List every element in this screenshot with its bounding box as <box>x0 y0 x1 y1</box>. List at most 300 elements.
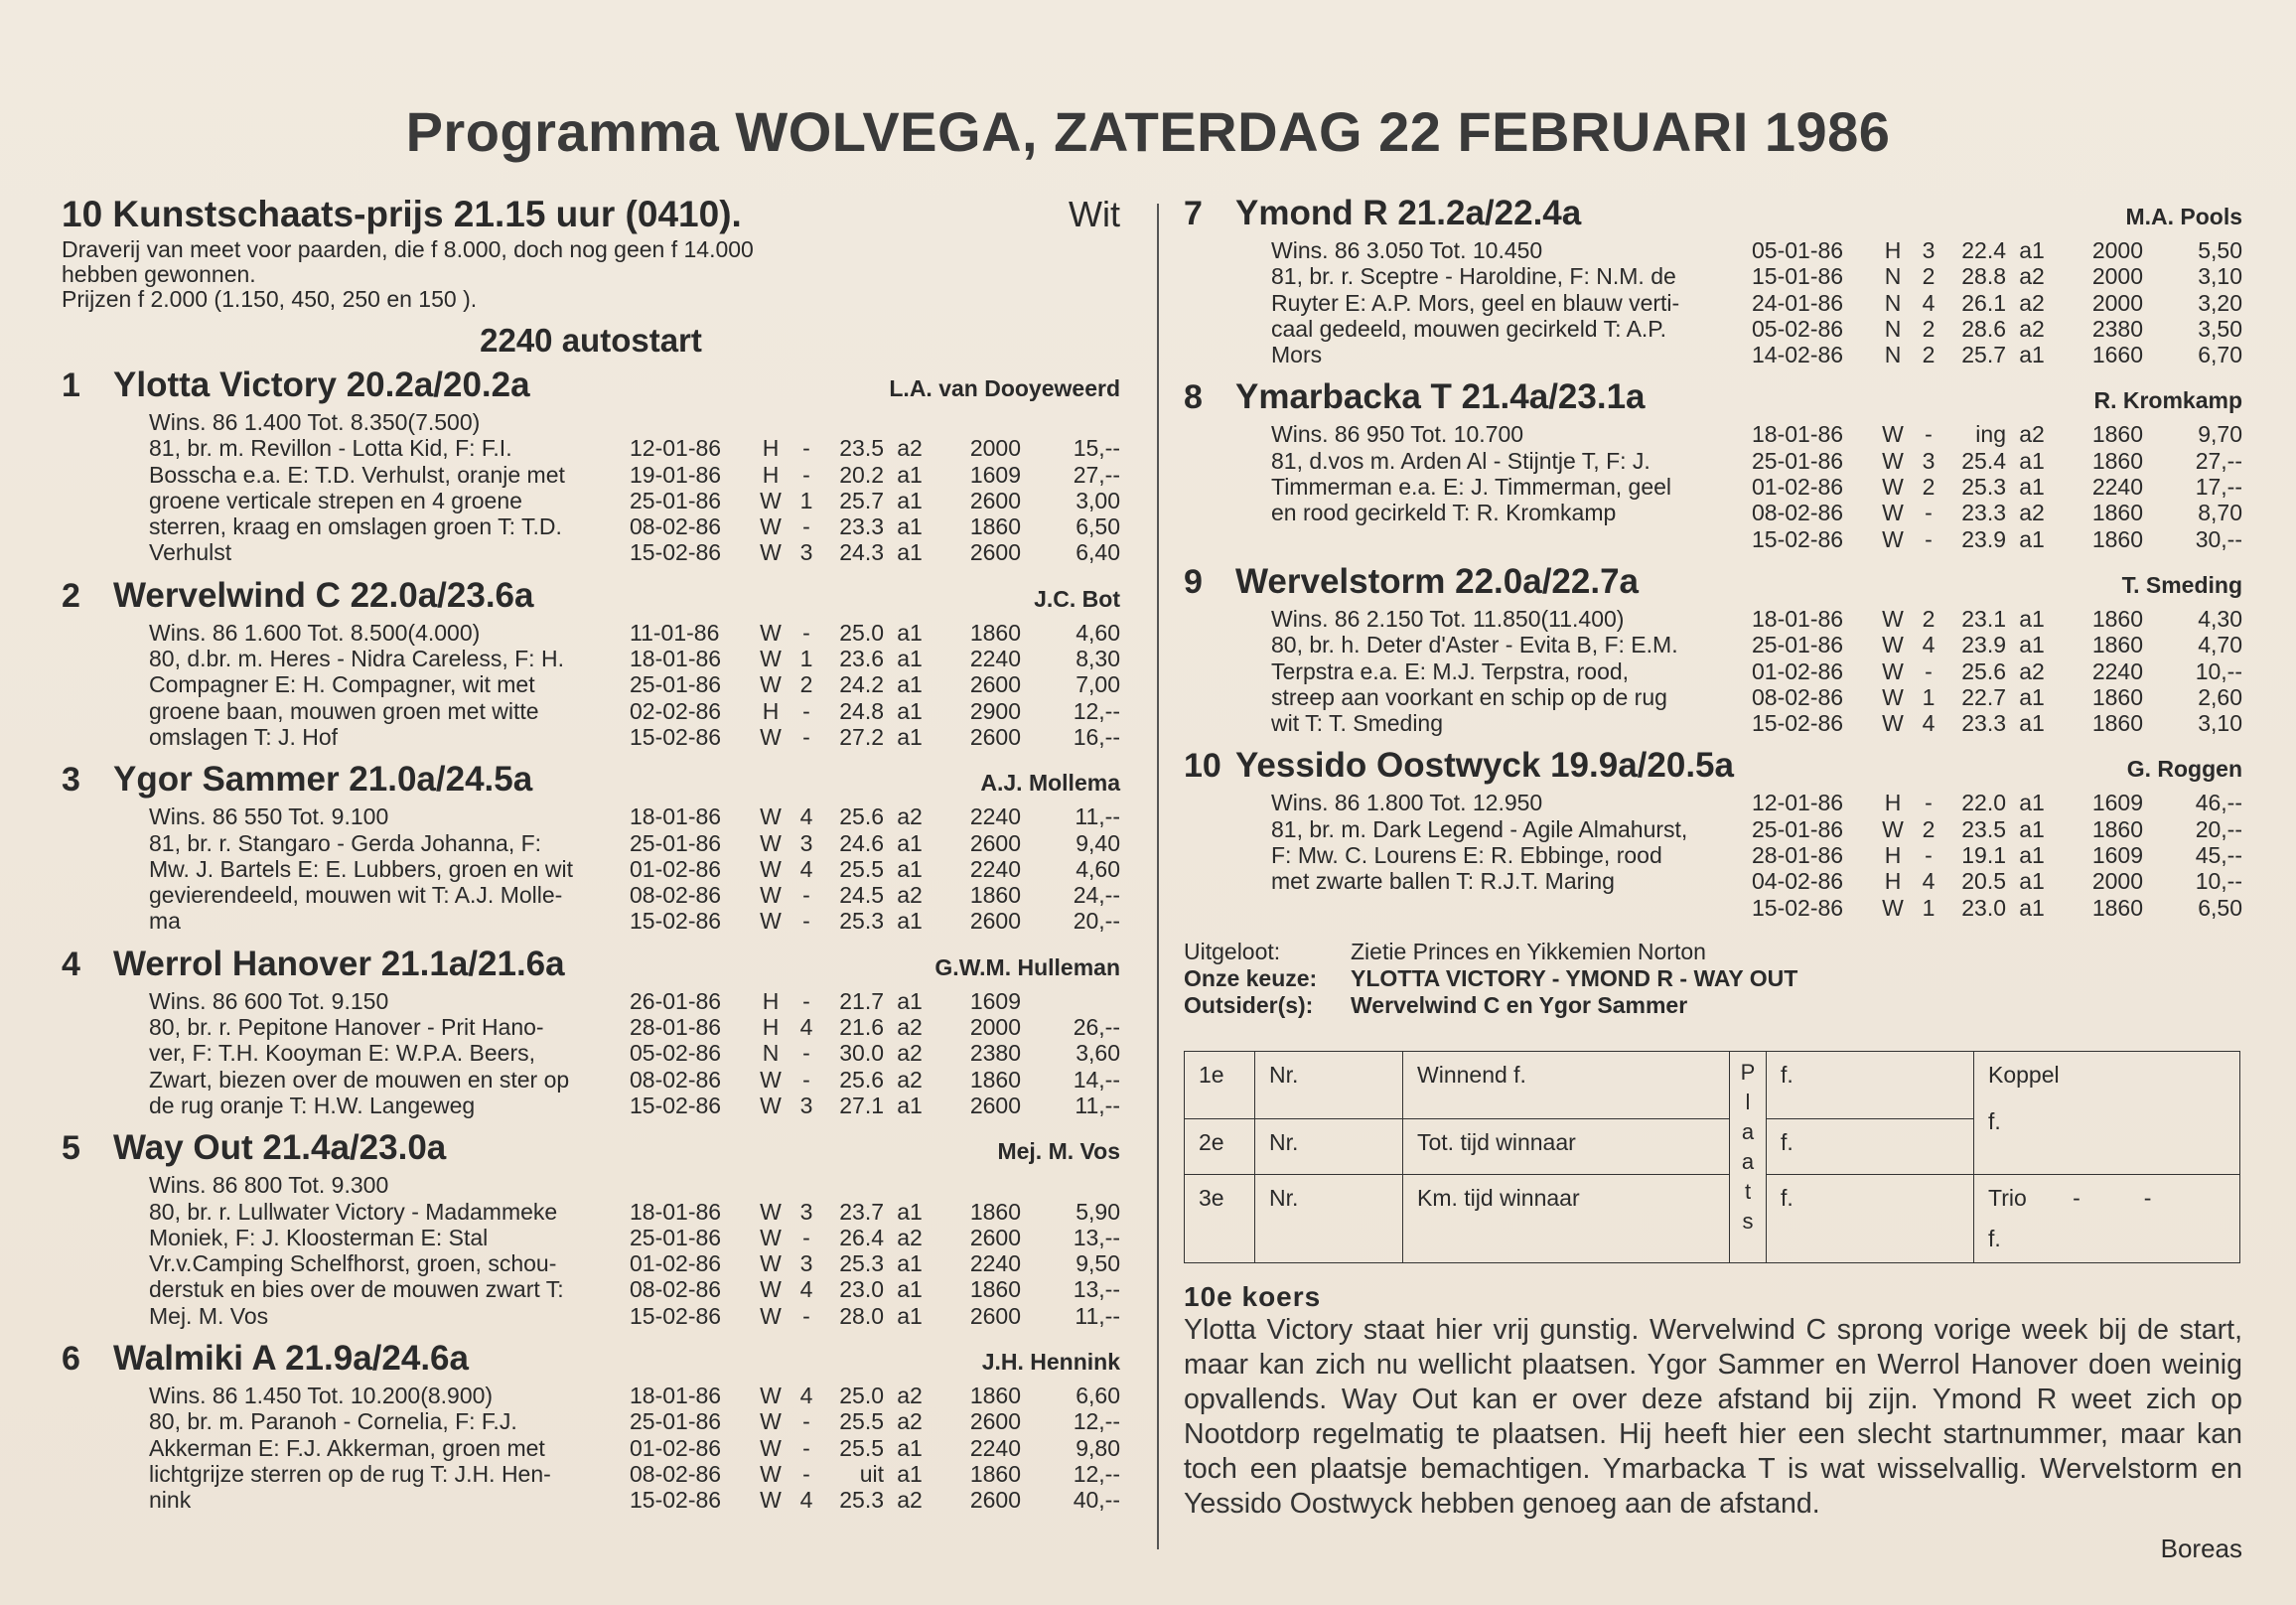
result-time: 25.7 <box>839 487 884 513</box>
result-track: H <box>762 697 780 724</box>
description-line: groene verticale strepen en 4 groene <box>149 487 522 513</box>
result-odds: 3,60 <box>1076 1040 1120 1067</box>
result-distance: 2240 <box>969 1250 1021 1277</box>
result-start: a2 <box>2019 289 2045 316</box>
result-track: W <box>760 1224 782 1250</box>
horse-number: 6 <box>62 1340 80 1379</box>
result-time: 25.6 <box>1961 657 2006 684</box>
result-place: 4 <box>799 1383 813 1409</box>
result-distance: 2600 <box>969 1408 1021 1435</box>
result-odds: 27,-- <box>2195 447 2242 474</box>
result-place: - <box>1925 657 1933 684</box>
result-row <box>630 1014 1120 1040</box>
horse-trainer: Mej. M. Vos <box>997 1138 1120 1165</box>
result-start: a1 <box>897 646 923 672</box>
horse-trainer: R. Kromkamp <box>2093 387 2242 414</box>
result-date: 18-01-86 <box>630 803 722 830</box>
result-track: W <box>1882 632 1904 658</box>
result-odds: 15,-- <box>1073 435 1120 462</box>
result-track: W <box>760 855 782 882</box>
result-place: 4 <box>1922 632 1936 658</box>
horse-description <box>149 409 630 566</box>
result-row <box>1752 500 2242 525</box>
result-time: 23.6 <box>839 646 884 672</box>
result-row <box>630 988 1120 1014</box>
result-track: W <box>1882 683 1904 710</box>
result-date: 25-01-86 <box>1752 815 1844 842</box>
description-line: 81, br. m. Revillon - Lotta Kid, F: F.I. <box>149 435 512 462</box>
description-line: Wins. 86 1.400 Tot. 8.350(7.500) <box>149 409 481 435</box>
result-distance <box>935 1172 1021 1198</box>
result-row <box>630 462 1120 488</box>
description-line: Terpstra e.a. E: M.J. Terpstra, rood, <box>1271 657 1630 684</box>
result-time: 23.9 <box>1961 525 2006 552</box>
result-place: 2 <box>1922 342 1936 368</box>
result-odds <box>1021 988 1120 1014</box>
result-start: a1 <box>2019 710 2045 737</box>
result-odds: 14,-- <box>1073 1066 1120 1093</box>
result-row <box>1752 290 2242 316</box>
result-date: 08-02-86 <box>630 1066 722 1093</box>
result-date: 18-01-86 <box>630 1198 722 1225</box>
description-line: 81, d.vos m. Arden Al - Stijntje T, F: J. <box>1271 447 1650 474</box>
result-track: W <box>760 1198 782 1225</box>
result-row <box>1752 526 2242 552</box>
result-row <box>630 724 1120 750</box>
description-line: Wins. 86 800 Tot. 9.300 <box>149 1172 389 1199</box>
result-date: 12-01-86 <box>630 435 722 462</box>
horse-entry <box>62 365 1120 566</box>
plaats-label: P l a a t s <box>1730 1051 1767 1262</box>
result-place: 2 <box>1922 605 1936 632</box>
column-divider <box>1157 204 1159 1549</box>
result-distance: 2000 <box>969 435 1021 462</box>
result-row <box>1752 448 2242 474</box>
result-start: a1 <box>2019 790 2045 816</box>
result-distance: 2600 <box>969 1224 1021 1250</box>
result-date: 01-02-86 <box>630 1250 722 1277</box>
description-line: Wins. 86 3.050 Tot. 10.450 <box>1271 237 1543 263</box>
outsider-label: Outsider(s): <box>1184 991 1314 1018</box>
horse-name: Ylotta Victory 20.2a/20.2a <box>113 365 530 404</box>
result-time: 23.3 <box>1961 500 2006 526</box>
plaats-f-2: f. <box>1767 1118 1974 1174</box>
result-row <box>630 671 1120 697</box>
koers-text: Ylotta Victory staat hier vrij gunstig. Wervelwind C sprong vorige week bij de start, maar kan zich nu wellicht plaatsen. Ygor Sammer en Werrol Hanover doen weinig opvallends. Way Out kan er over deze afstand bij zijn. Ymond R weet zich op Nootdorp regelmatig te plaatsen. Hij heeft hier een slecht startnummer, maar kan toch een plaatsje bemachtigen. Ymarbacka T is wat wisselvallig. Wervelstorm en Yessido Oostwyck hebben genoeg aan de afstand. <box>1184 1313 2242 1520</box>
result-place <box>789 409 824 435</box>
result-row <box>630 488 1120 513</box>
result-place: - <box>1925 500 1933 526</box>
result-row <box>630 1225 1120 1250</box>
horse-description <box>1271 790 1752 920</box>
result-row <box>1752 421 2242 447</box>
result-track: W <box>760 487 782 513</box>
result-odds: 11,-- <box>1075 1302 1120 1329</box>
result-time: 22.7 <box>1961 683 2006 710</box>
place-2: 2e <box>1185 1118 1255 1174</box>
result-time: uit <box>859 1460 884 1487</box>
result-row <box>1752 684 2242 710</box>
results-table <box>630 1172 1120 1329</box>
result-start: a1 <box>2019 815 2045 842</box>
result-distance: 2600 <box>969 723 1021 750</box>
result-start: a1 <box>2019 342 2045 368</box>
km-tijd-label: Km. tijd winnaar <box>1403 1174 1730 1262</box>
result-distance: 1860 <box>969 1066 1021 1093</box>
result-start: a2 <box>2019 500 2045 526</box>
result-row <box>1752 658 2242 684</box>
result-place: 4 <box>1922 710 1936 737</box>
result-row <box>1752 342 2242 367</box>
horse-header <box>62 1128 1120 1172</box>
result-odds: 10,-- <box>2195 868 2242 895</box>
horse-entry <box>62 576 1120 750</box>
result-place: - <box>802 1460 810 1487</box>
description-line: 80, br. h. Deter d'Aster - Evita B, F: E.M. <box>1271 632 1678 658</box>
horse-entry <box>62 945 1120 1118</box>
result-place: 4 <box>799 1276 813 1303</box>
horse-description <box>149 988 630 1118</box>
result-odds: 13,-- <box>1073 1224 1120 1250</box>
result-place: - <box>802 882 810 909</box>
result-distance: 2240 <box>2091 474 2143 501</box>
result-track: W <box>1882 525 1904 552</box>
place-3: 3e <box>1185 1174 1255 1262</box>
result-start: a2 <box>897 1040 923 1067</box>
result-odds <box>1021 1172 1120 1198</box>
result-distance: 1609 <box>969 461 1021 488</box>
result-start: a1 <box>897 1434 923 1461</box>
description-line: Vr.v.Camping Schelfhorst, groen, schou- <box>149 1250 557 1277</box>
result-distance: 1860 <box>2091 632 2143 658</box>
result-odds: 3,10 <box>2198 710 2242 737</box>
result-date <box>630 1172 753 1198</box>
description-line: Wins. 86 1.800 Tot. 12.950 <box>1271 790 1543 816</box>
result-place: - <box>802 1408 810 1435</box>
result-odds: 3,20 <box>2198 289 2242 316</box>
result-row <box>1752 790 2242 815</box>
description-line: en rood gecirkeld T: R. Kromkamp <box>1271 500 1617 526</box>
result-place: - <box>802 1224 810 1250</box>
result-place: 2 <box>1922 815 1936 842</box>
result-start: a1 <box>897 855 923 882</box>
result-place: 3 <box>799 1250 813 1277</box>
result-track: W <box>760 1408 782 1435</box>
trio-label: Trio <box>1988 1184 2027 1211</box>
horse-header <box>1184 194 2242 237</box>
result-date: 28-01-86 <box>630 1014 722 1041</box>
condition-line: Prijzen f 2.000 (1.150, 450, 250 en 150 ). <box>62 286 478 312</box>
result-row <box>630 1461 1120 1487</box>
result-track <box>753 409 789 435</box>
result-distance: 1609 <box>2091 842 2143 869</box>
result-odds: 9,80 <box>1076 1434 1120 1461</box>
description-line: 80, br. r. Lullwater Victory - Madammeke <box>149 1198 558 1225</box>
result-track: H <box>1884 868 1902 895</box>
result-date: 28-01-86 <box>1752 842 1844 869</box>
result-date <box>630 409 753 435</box>
result-date: 01-02-86 <box>1752 474 1844 501</box>
description-line: caal gedeeld, mouwen gecirkeld T: A.P. <box>1271 315 1667 342</box>
result-track: W <box>760 882 782 909</box>
result-date: 05-02-86 <box>630 1040 722 1067</box>
result-track: W <box>1882 815 1904 842</box>
description-line: derstuk en bies over de mouwen zwart T: <box>149 1276 564 1303</box>
horse-description <box>1271 421 1752 551</box>
race-conditions <box>62 237 1120 312</box>
result-odds: 3,00 <box>1076 487 1120 513</box>
result-place: - <box>802 461 810 488</box>
result-distance: 2600 <box>969 908 1021 935</box>
result-row <box>630 1172 1120 1198</box>
horse-description <box>1271 606 1752 736</box>
result-distance: 1860 <box>969 513 1021 540</box>
result-row <box>1752 895 2242 921</box>
horse-trainer: T. Smeding <box>2121 571 2242 598</box>
result-date: 15-02-86 <box>630 1487 722 1514</box>
result-row <box>630 908 1120 934</box>
race-header <box>62 194 1120 237</box>
result-track: W <box>760 513 782 540</box>
horse-body <box>1271 790 2242 920</box>
horse-trainer: L.A. van Dooyeweerd <box>889 375 1120 401</box>
horse-body <box>149 803 1120 934</box>
result-row <box>1752 710 2242 736</box>
result-odds: 4,30 <box>2198 605 2242 632</box>
result-date: 08-02-86 <box>630 882 722 909</box>
result-place: 2 <box>1922 315 1936 342</box>
result-place: - <box>802 513 810 540</box>
result-start: a1 <box>2019 237 2045 263</box>
result-distance: 1860 <box>2091 605 2143 632</box>
description-line: Wins. 86 600 Tot. 9.150 <box>149 987 389 1014</box>
result-place: - <box>802 987 810 1014</box>
horse-number: 10 <box>1184 747 1221 786</box>
result-date: 02-02-86 <box>630 697 722 724</box>
results-table <box>1752 790 2242 920</box>
result-date: 25-01-86 <box>630 487 722 513</box>
plaats-f-1: f. <box>1767 1051 1974 1118</box>
result-track: H <box>1884 842 1902 869</box>
result-date: 25-01-86 <box>630 1224 722 1250</box>
result-date: 25-01-86 <box>1752 447 1844 474</box>
result-start: a2 <box>897 882 923 909</box>
result-track: W <box>760 671 782 698</box>
description-line: streep aan voorkant en schip op de rug <box>1271 683 1667 710</box>
result-odds: 2,60 <box>2198 683 2242 710</box>
result-start: a1 <box>897 697 923 724</box>
description-line: de rug oranje T: H.W. Langeweg <box>149 1092 476 1118</box>
result-date: 25-01-86 <box>630 671 722 698</box>
description-line: Akkerman E: F.J. Akkerman, groen met <box>149 1434 545 1461</box>
uitgeloot-value: Zietie Princes en Yikkemien Norton <box>1351 938 1706 964</box>
result-track: W <box>760 829 782 856</box>
horse-body <box>1271 606 2242 736</box>
result-distance: 2600 <box>969 829 1021 856</box>
result-row <box>630 1383 1120 1408</box>
result-date: 15-02-86 <box>1752 894 1844 921</box>
horse-entry <box>1184 377 2242 551</box>
result-place: - <box>802 1434 810 1461</box>
result-date: 15-02-86 <box>630 908 722 935</box>
result-odds: 4,70 <box>2198 632 2242 658</box>
result-row <box>1752 263 2242 289</box>
condition-line: Draverij van meet voor paarden, die f 8.000, doch nog geen f 14.000 <box>62 236 754 262</box>
result-distance: 2240 <box>969 855 1021 882</box>
result-date: 15-01-86 <box>1752 263 1844 290</box>
result-row <box>630 882 1120 908</box>
result-track: W <box>760 1383 782 1409</box>
results-table <box>1752 606 2242 736</box>
result-place: - <box>802 723 810 750</box>
result-track: W <box>760 539 782 566</box>
horse-header <box>62 760 1120 803</box>
result-place: - <box>1925 421 1933 448</box>
result-start: a1 <box>897 1198 923 1225</box>
horse-header <box>1184 562 2242 606</box>
keuze-value: YLOTTA VICTORY - YMOND R - WAY OUT <box>1351 964 1798 991</box>
result-time: 23.0 <box>839 1276 884 1303</box>
result-odds <box>1021 409 1120 435</box>
nr-label: Nr. <box>1255 1051 1403 1118</box>
result-distance: 2000 <box>969 1014 1021 1041</box>
result-time: 20.2 <box>839 461 884 488</box>
result-date: 11-01-86 <box>630 619 720 646</box>
result-place: - <box>802 619 810 646</box>
description-line: Wins. 86 550 Tot. 9.100 <box>149 803 389 830</box>
result-time: 25.6 <box>839 803 884 830</box>
race-title: 10 Kunstschaats-prijs 21.15 uur (0410). <box>62 194 742 234</box>
result-odds: 5,50 <box>2198 237 2242 263</box>
result-time: 25.0 <box>839 619 884 646</box>
horse-name: Wervelstorm 22.0a/22.7a <box>1235 561 1640 601</box>
result-odds: 27,-- <box>1073 461 1120 488</box>
results-table <box>630 988 1120 1118</box>
result-track: H <box>1884 237 1902 263</box>
description-line: 80, br. r. Pepitone Hanover - Prit Hano- <box>149 1014 544 1041</box>
result-place: 4 <box>1922 868 1936 895</box>
result-start: a1 <box>2019 447 2045 474</box>
result-date: 25-01-86 <box>630 1408 722 1435</box>
result-odds: 46,-- <box>2195 790 2242 816</box>
result-odds: 24,-- <box>1073 882 1120 909</box>
result-distance: 1860 <box>969 619 1021 646</box>
outsider-value: Wervelwind C en Ygor Sammer <box>1351 991 1688 1018</box>
result-start: a1 <box>897 461 923 488</box>
result-start: a2 <box>897 1014 923 1041</box>
result-distance: 1860 <box>969 882 1021 909</box>
result-row <box>630 856 1120 882</box>
result-time: 19.1 <box>1961 842 2006 869</box>
result-track: N <box>1884 289 1902 316</box>
result-time: 30.0 <box>839 1040 884 1067</box>
page-title: Programma WOLVEGA, ZATERDAG 22 FEBRUARI 1986 <box>405 100 1891 163</box>
horse-header <box>1184 746 2242 790</box>
result-row <box>1752 474 2242 500</box>
horse-trainer: G.W.M. Hulleman <box>934 953 1120 980</box>
race-color: Wit <box>1069 194 1120 234</box>
result-time: 27.1 <box>839 1092 884 1118</box>
description-line: Wins. 86 950 Tot. 10.700 <box>1271 421 1524 448</box>
result-start: a1 <box>897 1302 923 1329</box>
selection-info <box>1184 939 2242 1019</box>
description-line: Mej. M. Vos <box>149 1302 269 1329</box>
result-place: - <box>802 1302 810 1329</box>
result-time: 23.9 <box>1961 632 2006 658</box>
winnend-label: Winnend f. <box>1403 1051 1730 1118</box>
result-track: W <box>760 646 782 672</box>
result-odds: 6,50 <box>2198 894 2242 921</box>
result-date: 15-02-86 <box>630 1092 722 1118</box>
result-odds: 8,70 <box>2198 500 2242 526</box>
result-odds: 6,50 <box>1076 513 1120 540</box>
description-line: sterren, kraag en omslagen groen T: T.D. <box>149 513 562 540</box>
horse-header <box>62 945 1120 988</box>
results-table <box>1752 421 2242 551</box>
result-place: 3 <box>799 539 813 566</box>
result-odds: 9,70 <box>2198 421 2242 448</box>
result-time: 26.4 <box>839 1224 884 1250</box>
result-row <box>630 830 1120 856</box>
description-line: 81, br. m. Dark Legend - Agile Almahurst, <box>1271 815 1688 842</box>
result-track: N <box>1884 315 1902 342</box>
result-time <box>824 1172 884 1198</box>
result-place: 3 <box>799 1198 813 1225</box>
result-date: 08-02-86 <box>1752 500 1844 526</box>
results-table <box>630 803 1120 934</box>
result-distance: 2600 <box>969 1302 1021 1329</box>
result-odds: 5,90 <box>1076 1198 1120 1225</box>
description-line: Mw. J. Bartels E: E. Lubbers, groen en wit <box>149 855 573 882</box>
result-time: 25.3 <box>839 908 884 935</box>
description-line: ma <box>149 908 181 935</box>
result-row <box>630 1303 1120 1329</box>
result-track: W <box>1882 605 1904 632</box>
result-start: a1 <box>897 1276 923 1303</box>
result-date: 15-02-86 <box>1752 525 1844 552</box>
result-odds: 6,60 <box>1076 1383 1120 1409</box>
result-time: 25.0 <box>839 1383 884 1409</box>
result-odds: 8,30 <box>1076 646 1120 672</box>
horse-number: 2 <box>62 576 80 615</box>
horse-body <box>149 620 1120 750</box>
result-distance: 1860 <box>2091 894 2143 921</box>
result-time: 23.3 <box>839 513 884 540</box>
koers-title: 10e koers <box>1184 1280 1322 1312</box>
description-line: gevierendeeld, mouwen wit T: A.J. Molle- <box>149 882 563 909</box>
result-track: W <box>1882 657 1904 684</box>
result-start <box>884 409 935 435</box>
result-place: 2 <box>1922 263 1936 290</box>
result-place: 2 <box>799 671 813 698</box>
result-odds: 6,40 <box>1076 539 1120 566</box>
result-date: 24-01-86 <box>1752 289 1844 316</box>
result-place: 1 <box>799 487 813 513</box>
result-distance: 1609 <box>969 987 1021 1014</box>
result-start: a1 <box>2019 868 2045 895</box>
result-time: 28.6 <box>1961 315 2006 342</box>
result-track: W <box>760 1487 782 1514</box>
result-odds: 45,-- <box>2195 842 2242 869</box>
result-odds: 4,60 <box>1076 855 1120 882</box>
koppel-f: f. <box>1988 1107 2001 1134</box>
result-time: 24.3 <box>839 539 884 566</box>
result-date: 14-02-86 <box>1752 342 1844 368</box>
horse-description <box>149 1383 630 1513</box>
result-place: - <box>1925 790 1933 816</box>
result-distance: 2380 <box>2091 315 2143 342</box>
horse-body <box>149 1383 1120 1513</box>
